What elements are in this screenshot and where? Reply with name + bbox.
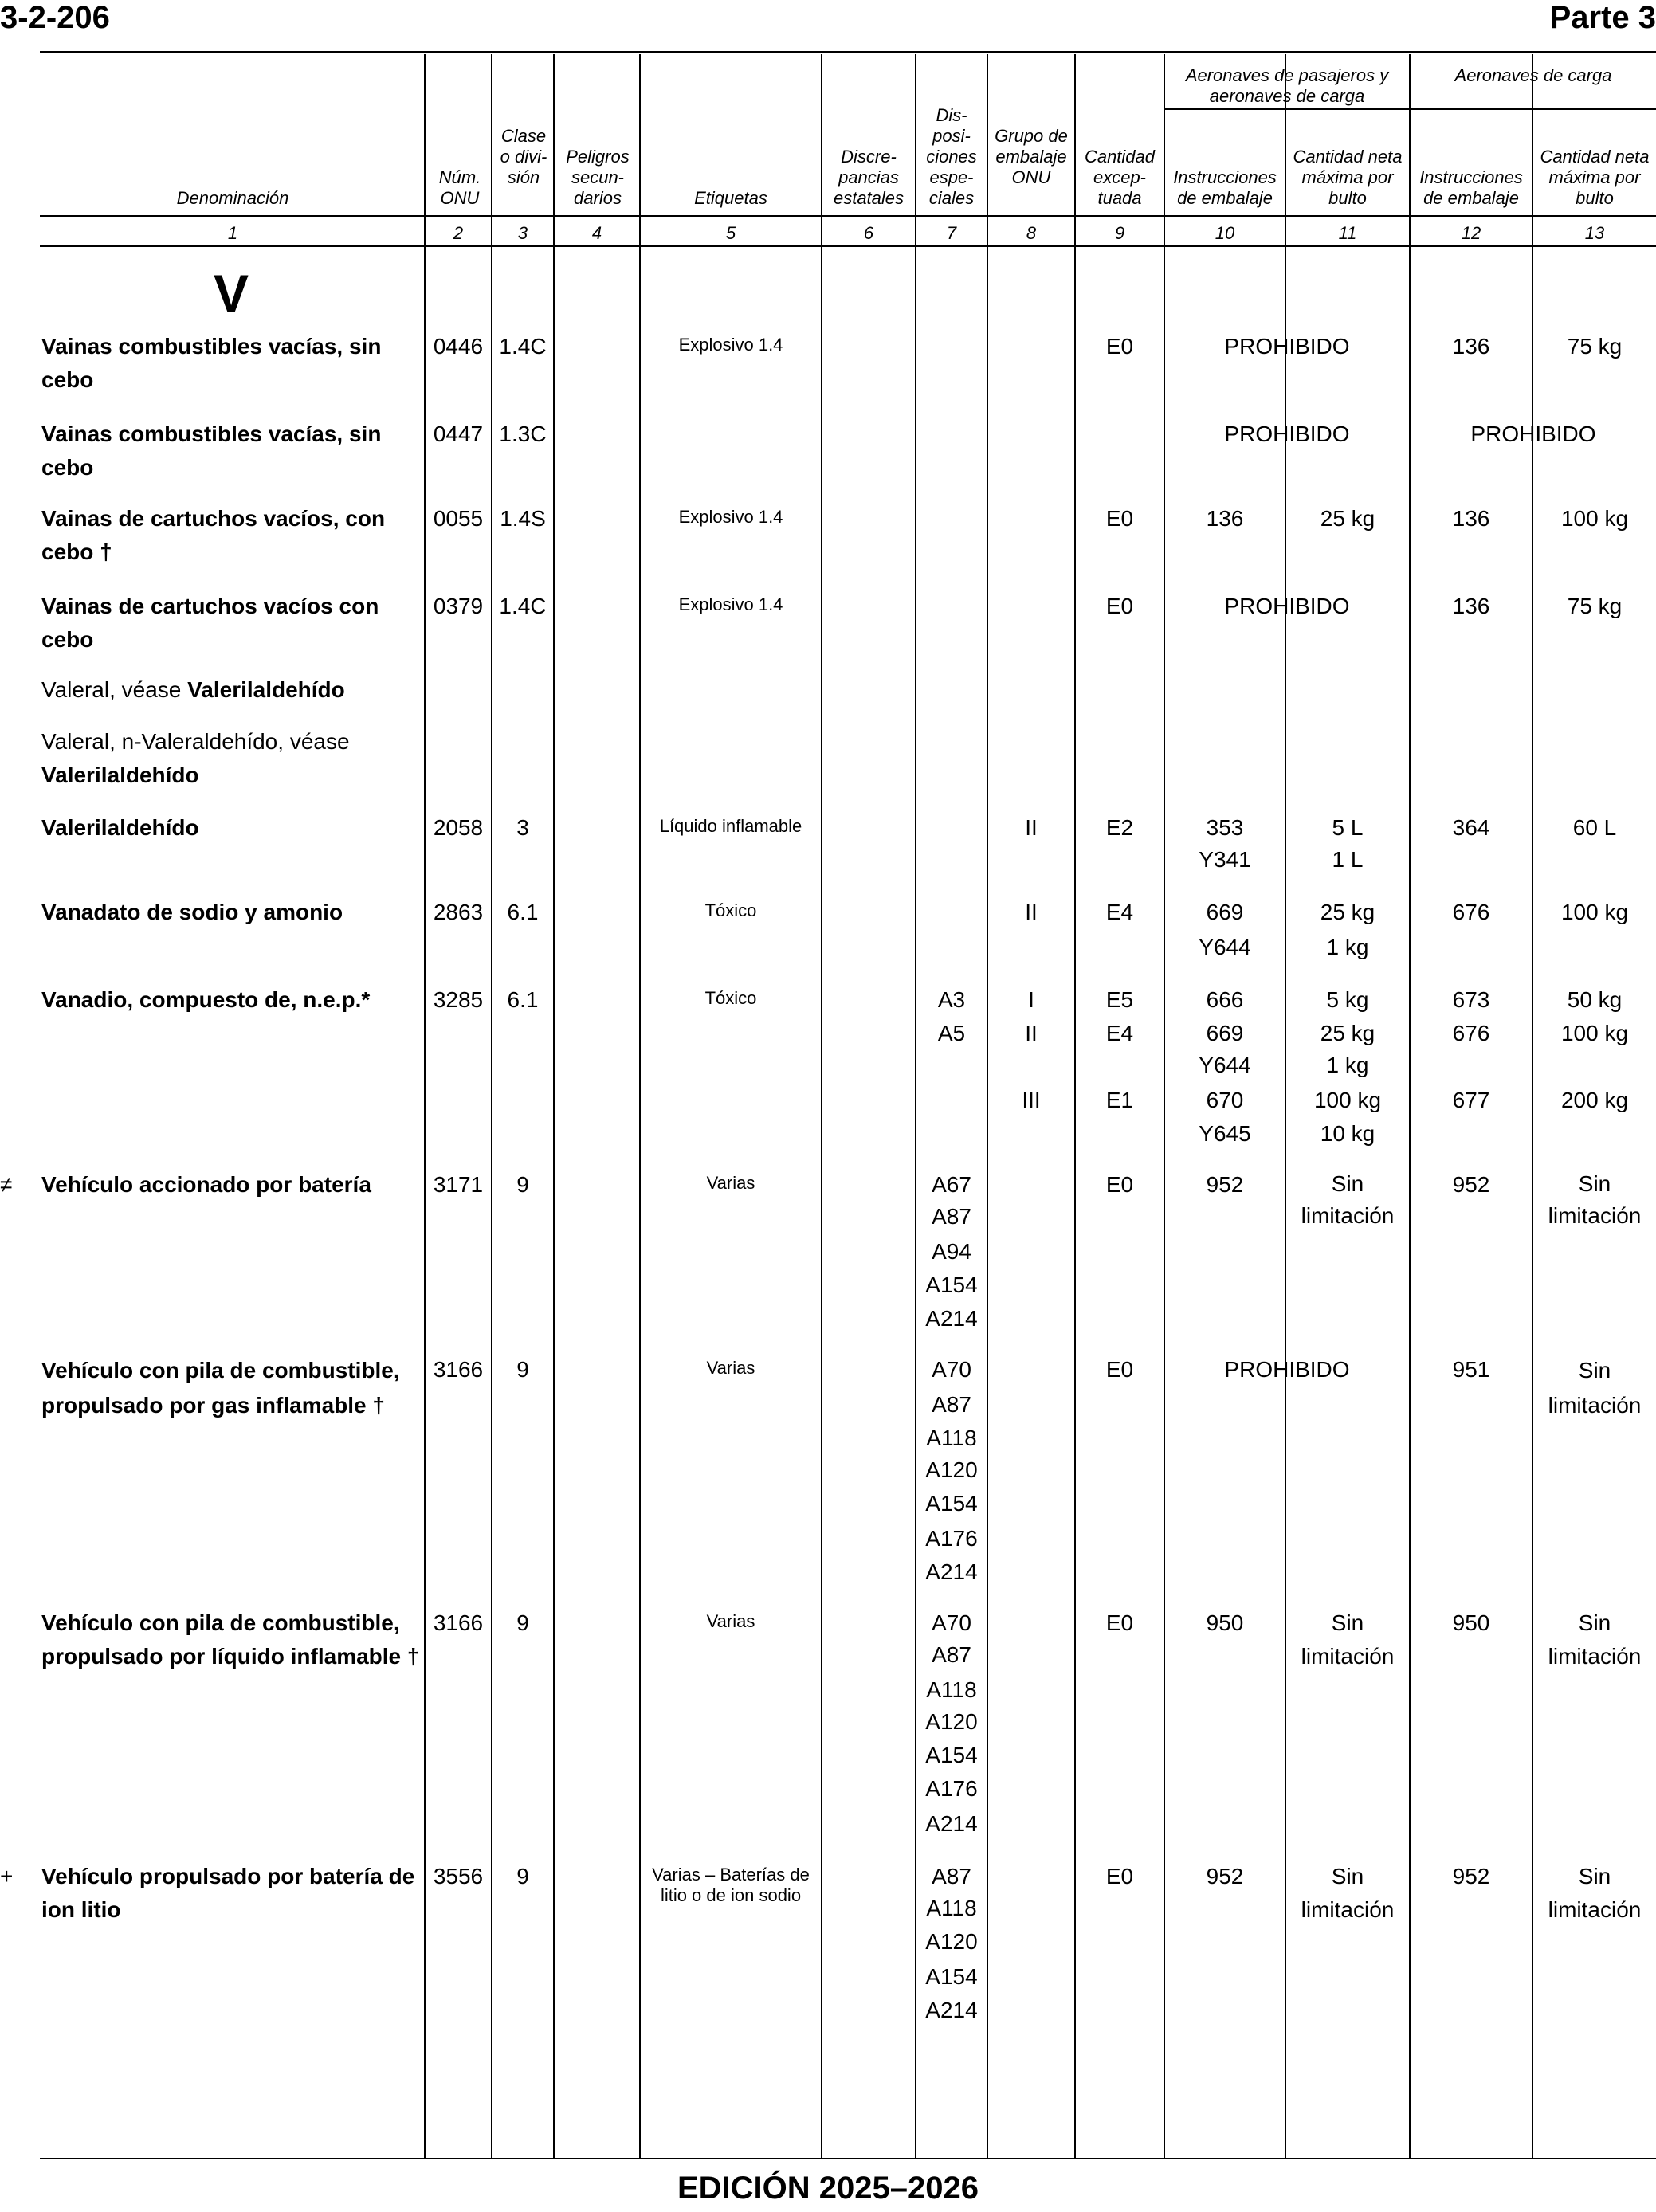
row-name: Valerilaldehído <box>41 815 199 840</box>
row-un: 3166 <box>433 1357 484 1382</box>
row-cargo-pi: 673 <box>1452 987 1490 1012</box>
col-number: 7 <box>946 223 957 243</box>
row-cargo-pi: 676 <box>1452 900 1490 924</box>
row-class: 6.1 <box>507 987 539 1012</box>
row-pg: III <box>1022 1088 1041 1112</box>
row-un: 0379 <box>433 594 484 618</box>
row-label: Tóxico <box>704 988 757 1008</box>
col-number: 3 <box>517 223 528 243</box>
row-class: 1.4C <box>499 334 547 359</box>
row-class: 9 <box>516 1864 529 1888</box>
row-label: Explosivo 1.4 <box>678 335 783 355</box>
row-label: Explosivo 1.4 <box>678 507 783 527</box>
row-class: 3 <box>516 815 529 840</box>
col-number: 9 <box>1114 223 1125 243</box>
row-class: 9 <box>516 1172 529 1197</box>
row-pax-qty: 1 kg <box>1326 1053 1369 1077</box>
row-eq: E0 <box>1105 1864 1134 1888</box>
row-label: Varias <box>706 1611 755 1631</box>
col-number: 8 <box>1026 223 1037 243</box>
col-header-peligros: Peligros secun- darios <box>566 147 630 208</box>
row-pax-pi: 353 <box>1206 815 1244 840</box>
row-eq: E1 <box>1105 1088 1134 1112</box>
row-pax-qty: 5 kg <box>1326 987 1369 1012</box>
row-cargo-pi: 952 <box>1452 1864 1490 1888</box>
page-code: 3-2-206 <box>0 0 110 35</box>
row-cargo-pi: 136 <box>1452 594 1490 618</box>
row-name: Vanadio, compuesto de, n.e.p.* <box>41 987 371 1012</box>
row-sp: A154 <box>925 1491 978 1516</box>
col-header-grupo: Grupo de embalaje ONU <box>995 126 1068 187</box>
row-eq: E4 <box>1105 1021 1134 1045</box>
xref-text: Valeral, n-Valeraldehído, véase <box>41 729 350 754</box>
row-un: 3285 <box>433 987 484 1012</box>
row-eq: E5 <box>1105 987 1134 1012</box>
row-pax-qty: Sin limitación <box>1301 1864 1395 1922</box>
row-label: Varias <box>706 1173 755 1193</box>
row-pax-qty: 10 kg <box>1320 1121 1375 1146</box>
colnum-rule <box>40 245 1656 247</box>
row-pax-qty-y: 1 L <box>1332 847 1364 872</box>
row-sp: A118 <box>926 1677 977 1702</box>
change-mark: ≠ <box>0 1172 13 1197</box>
row-pax-pi: 669 <box>1206 900 1244 924</box>
xref-target: Valerilaldehído <box>41 763 199 787</box>
row-name: Vainas combustibles vacías, sin cebo <box>41 334 382 392</box>
row-pax-qty-y: 1 kg <box>1326 935 1369 959</box>
row-pax-pi-y: Y341 <box>1199 847 1251 872</box>
row-un: 0446 <box>433 334 484 359</box>
row-cargo-qty: 75 kg <box>1567 594 1623 618</box>
col-header-qty-pax: Cantidad neta máxima por bulto <box>1293 147 1403 208</box>
row-pax-prohibido: PROHIBIDO <box>1224 1357 1350 1382</box>
change-mark: + <box>0 1864 14 1888</box>
row-pg: I <box>1028 987 1034 1012</box>
row-sp: A87 <box>932 1204 971 1229</box>
row-pax-qty: 25 kg <box>1320 506 1375 531</box>
row-un: 0055 <box>433 506 484 531</box>
row-sp: A70 <box>932 1357 971 1382</box>
bottom-rule <box>40 2158 1656 2159</box>
row-cargo-qty: 100 kg <box>1560 506 1629 531</box>
group-header-rule <box>1164 108 1656 110</box>
xref-target: Valerilaldehído <box>187 677 345 702</box>
row-name: Vehículo con pila de combustible, propulsado por líquido inflamable † <box>41 1610 420 1669</box>
row-name: Vainas de cartuchos vacíos, con cebo † <box>41 506 386 564</box>
row-pax-pi: 952 <box>1206 1864 1244 1888</box>
row-name <box>41 673 424 707</box>
row-sp: A118 <box>926 1896 977 1920</box>
col-number: 1 <box>227 223 238 243</box>
xref-text: Valeral, véase <box>41 677 188 702</box>
row-sp: A176 <box>925 1526 978 1551</box>
col-number: 4 <box>591 223 602 243</box>
row-cargo-qty: 75 kg <box>1567 334 1623 359</box>
col-number: 5 <box>725 223 736 243</box>
row-name: Vainas combustibles vacías, sin cebo <box>41 422 382 480</box>
col-header-discrepancias: Discre- pancias estatales <box>833 147 905 208</box>
header-rule <box>40 215 1656 217</box>
row-class: 9 <box>516 1357 529 1382</box>
row-cargo-qty: 60 L <box>1572 815 1617 840</box>
col-divider <box>553 54 555 2158</box>
row-un: 3171 <box>433 1172 484 1197</box>
col-header-disposiciones: Dis- posi- ciones espe- ciales <box>926 105 977 208</box>
col-header-instr-pax: Instrucciones de embalaje <box>1173 167 1277 208</box>
col-number: 11 <box>1338 223 1357 243</box>
row-cargo-pi: 951 <box>1452 1357 1490 1382</box>
row-cargo-pi: 952 <box>1452 1172 1490 1197</box>
row-label: Líquido inflamable <box>659 816 802 836</box>
row-sp: A120 <box>925 1709 978 1734</box>
row-sp: A120 <box>925 1457 978 1482</box>
row-pg: II <box>1025 1021 1038 1045</box>
col-divider <box>491 54 492 2158</box>
row-pax-qty: 25 kg <box>1320 900 1375 924</box>
row-cargo-pi: 136 <box>1452 506 1490 531</box>
row-name: Vanadato de sodio y amonio <box>41 900 343 924</box>
edition-footer: EDICIÓN 2025–2026 <box>677 2171 979 2206</box>
row-cargo-pi: 136 <box>1452 334 1490 359</box>
col-divider <box>424 54 426 2158</box>
row-sp: A87 <box>932 1642 971 1667</box>
row-sp: A67 <box>932 1172 971 1197</box>
row-un: 2863 <box>433 900 484 924</box>
col-header-instr-cargo: Instrucciones de embalaje <box>1419 167 1523 208</box>
row-pax-pi: 670 <box>1206 1088 1244 1112</box>
row-name <box>41 725 416 792</box>
row-cargo-qty: 200 kg <box>1560 1088 1629 1112</box>
row-eq: E0 <box>1105 1172 1134 1197</box>
row-class: 9 <box>516 1610 529 1635</box>
row-label: Explosivo 1.4 <box>678 594 783 614</box>
row-sp: A94 <box>932 1239 971 1264</box>
col-header-qty-cargo: Cantidad neta máxima por bulto <box>1540 147 1650 208</box>
row-class: 1.4S <box>500 506 546 531</box>
row-pax-pi: 666 <box>1206 987 1244 1012</box>
row-name: Vehículo accionado por batería <box>41 1172 371 1197</box>
col-header-denominacion: Denominación <box>176 188 289 208</box>
row-sp: A87 <box>932 1864 971 1888</box>
col-number: 6 <box>863 223 874 243</box>
row-cargo-qty: 100 kg <box>1560 1021 1629 1045</box>
col-number: 10 <box>1215 223 1235 243</box>
col-number: 12 <box>1461 223 1481 243</box>
row-pax-pi: Y645 <box>1199 1121 1251 1146</box>
row-cargo-pi: 677 <box>1452 1088 1490 1112</box>
row-name: Vehículo propulsado por batería de ion litio <box>41 1864 415 1922</box>
row-sp: A87 <box>932 1392 971 1417</box>
row-eq: E2 <box>1105 815 1134 840</box>
col-header-num-onu: Núm. ONU <box>438 167 481 208</box>
row-pax-prohibido: PROHIBIDO <box>1224 334 1350 359</box>
row-cargo-pi: 950 <box>1452 1610 1490 1635</box>
row-sp: A214 <box>925 1306 978 1331</box>
row-label: Varias – Baterías de litio o de ion sodio <box>652 1865 810 1905</box>
row-sp: A154 <box>925 1273 978 1297</box>
row-sp: A214 <box>925 1998 978 2022</box>
row-pax-pi: 950 <box>1206 1610 1244 1635</box>
row-eq: E0 <box>1105 334 1134 359</box>
row-eq: E4 <box>1105 900 1134 924</box>
row-sp: A176 <box>925 1776 978 1801</box>
group-header-pax: Aeronaves de pasajeros y aeronaves de carga <box>1185 65 1389 106</box>
row-sp: A120 <box>925 1929 978 1954</box>
row-cargo-qty: 100 kg <box>1560 900 1629 924</box>
row-eq: E0 <box>1105 1357 1134 1382</box>
row-pax-pi-y: Y644 <box>1199 935 1251 959</box>
col-divider <box>915 54 916 2158</box>
row-eq: E0 <box>1105 506 1134 531</box>
row-sp: A70 <box>932 1610 971 1635</box>
row-cargo-qty: Sin limitación <box>1548 1864 1642 1922</box>
row-eq: E0 <box>1105 594 1134 618</box>
row-un: 2058 <box>433 815 484 840</box>
row-pax-qty: 25 kg <box>1320 1021 1375 1045</box>
row-label: Varias <box>706 1358 755 1378</box>
row-cargo-qty: Sin limitación <box>1548 1358 1642 1418</box>
row-label: Tóxico <box>704 900 757 920</box>
row-pax-pi: 136 <box>1206 506 1244 531</box>
col-divider <box>639 54 641 2158</box>
row-pax-prohibido: PROHIBIDO <box>1224 594 1350 618</box>
row-pax-qty: 100 kg <box>1313 1088 1382 1112</box>
row-cargo-prohibido: PROHIBIDO <box>1470 422 1596 446</box>
group-header-cargo: Aeronaves de carga <box>1454 65 1612 85</box>
row-pax-qty: Sin limitación <box>1301 1610 1395 1669</box>
row-sp: A5 <box>937 1021 966 1045</box>
row-class: 6.1 <box>507 900 539 924</box>
row-sp: A214 <box>925 1559 978 1584</box>
row-pax-pi: 952 <box>1206 1172 1244 1197</box>
part-label: Parte 3 <box>1549 0 1656 35</box>
row-un: 3556 <box>433 1864 484 1888</box>
col-header-cantidad-exceptuada: Cantidad excep- tuada <box>1084 147 1156 208</box>
row-name: Vehículo con pila de combustible, propulsado por gas inflamable † <box>41 1358 400 1418</box>
row-un: 3166 <box>433 1610 484 1635</box>
row-sp: A3 <box>937 987 966 1012</box>
row-pax-prohibido: PROHIBIDO <box>1224 422 1350 446</box>
row-cargo-pi: 364 <box>1452 815 1490 840</box>
row-class: 1.3C <box>499 422 547 446</box>
row-class: 1.4C <box>499 594 547 618</box>
row-cargo-qty: Sin limitación <box>1548 1171 1642 1228</box>
row-pg: II <box>1025 815 1038 840</box>
row-cargo-qty: 50 kg <box>1567 987 1623 1012</box>
col-divider <box>821 54 822 2158</box>
row-cargo-pi: 676 <box>1452 1021 1490 1045</box>
row-pax-qty: 5 L <box>1332 815 1364 840</box>
row-pax-pi: Y644 <box>1199 1053 1251 1077</box>
row-sp: A118 <box>926 1426 977 1450</box>
row-un: 0447 <box>433 422 484 446</box>
col-header-etiquetas: Etiquetas <box>694 188 767 208</box>
row-name: Vainas de cartuchos vacíos con cebo <box>41 594 379 652</box>
col-header-clase: Clase o divi- sión <box>500 126 547 187</box>
row-sp: A214 <box>925 1811 978 1836</box>
row-sp: A154 <box>925 1743 978 1767</box>
top-rule <box>40 51 1656 53</box>
col-number: 2 <box>453 223 464 243</box>
section-letter: V <box>214 264 249 323</box>
row-sp: A154 <box>925 1964 978 1989</box>
row-pax-qty: Sin limitación <box>1301 1171 1395 1228</box>
row-eq: E0 <box>1105 1610 1134 1635</box>
row-pg: II <box>1025 900 1038 924</box>
row-cargo-qty: Sin limitación <box>1548 1610 1642 1669</box>
col-number: 13 <box>1584 223 1605 243</box>
row-pax-pi: 669 <box>1206 1021 1244 1045</box>
